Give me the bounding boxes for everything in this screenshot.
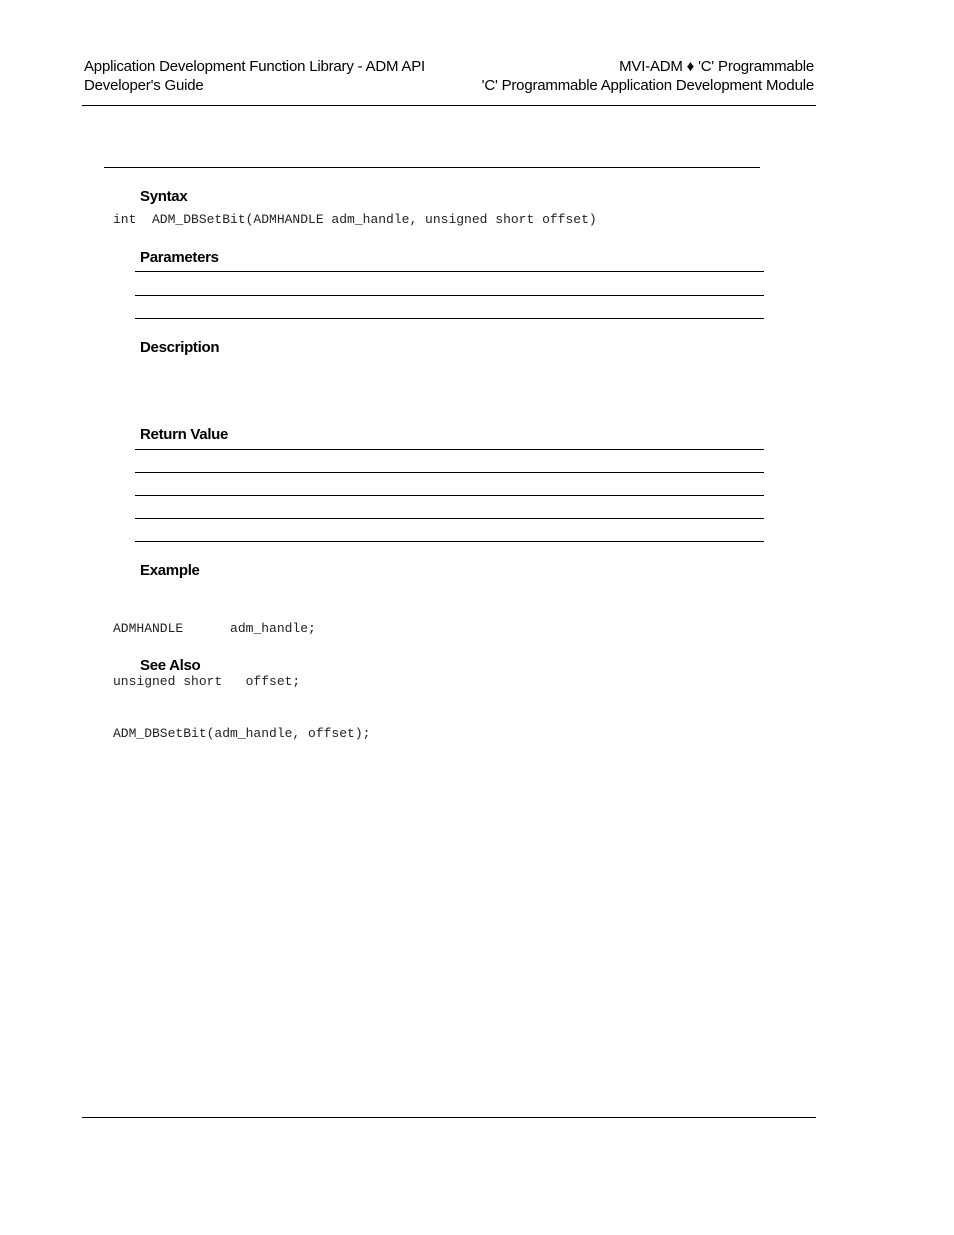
header-divider (82, 105, 816, 106)
return-value-heading: Return Value (140, 426, 229, 443)
header-guide-title: Developer's Guide (84, 77, 204, 94)
example-heading: Example (140, 562, 200, 579)
page-header-left (84, 57, 425, 95)
see-also-heading: See Also (140, 657, 201, 674)
example-code-line: unsigned short offset; (113, 673, 301, 689)
header-module-title: 'C' Programmable Application Development Module (481, 77, 814, 94)
table-rule (135, 518, 764, 519)
example-code-line: ADM_DBSetBit(adm_handle, offset); (113, 726, 371, 741)
header-product-title: MVI-ADM ♦ 'C' Programmable (619, 58, 814, 75)
table-rule (135, 449, 764, 450)
page-header-right (482, 57, 814, 95)
header-library-title: Application Development Function Library - ADM API (84, 58, 425, 75)
syntax-heading: Syntax (140, 188, 188, 205)
parameters-heading: Parameters (140, 249, 219, 266)
table-rule (135, 318, 764, 319)
footer-divider (82, 1117, 816, 1118)
example-code-line: ADMHANDLE adm_handle; (113, 621, 316, 636)
table-rule (135, 541, 764, 542)
table-rule (135, 495, 764, 496)
table-rule (135, 295, 764, 296)
table-rule (135, 271, 764, 272)
table-rule (135, 472, 764, 473)
description-heading: Description (140, 339, 220, 356)
function-title-divider (104, 167, 760, 168)
syntax-code: int ADM_DBSetBit(ADMHANDLE adm_handle, unsigned short offset) (113, 212, 597, 227)
